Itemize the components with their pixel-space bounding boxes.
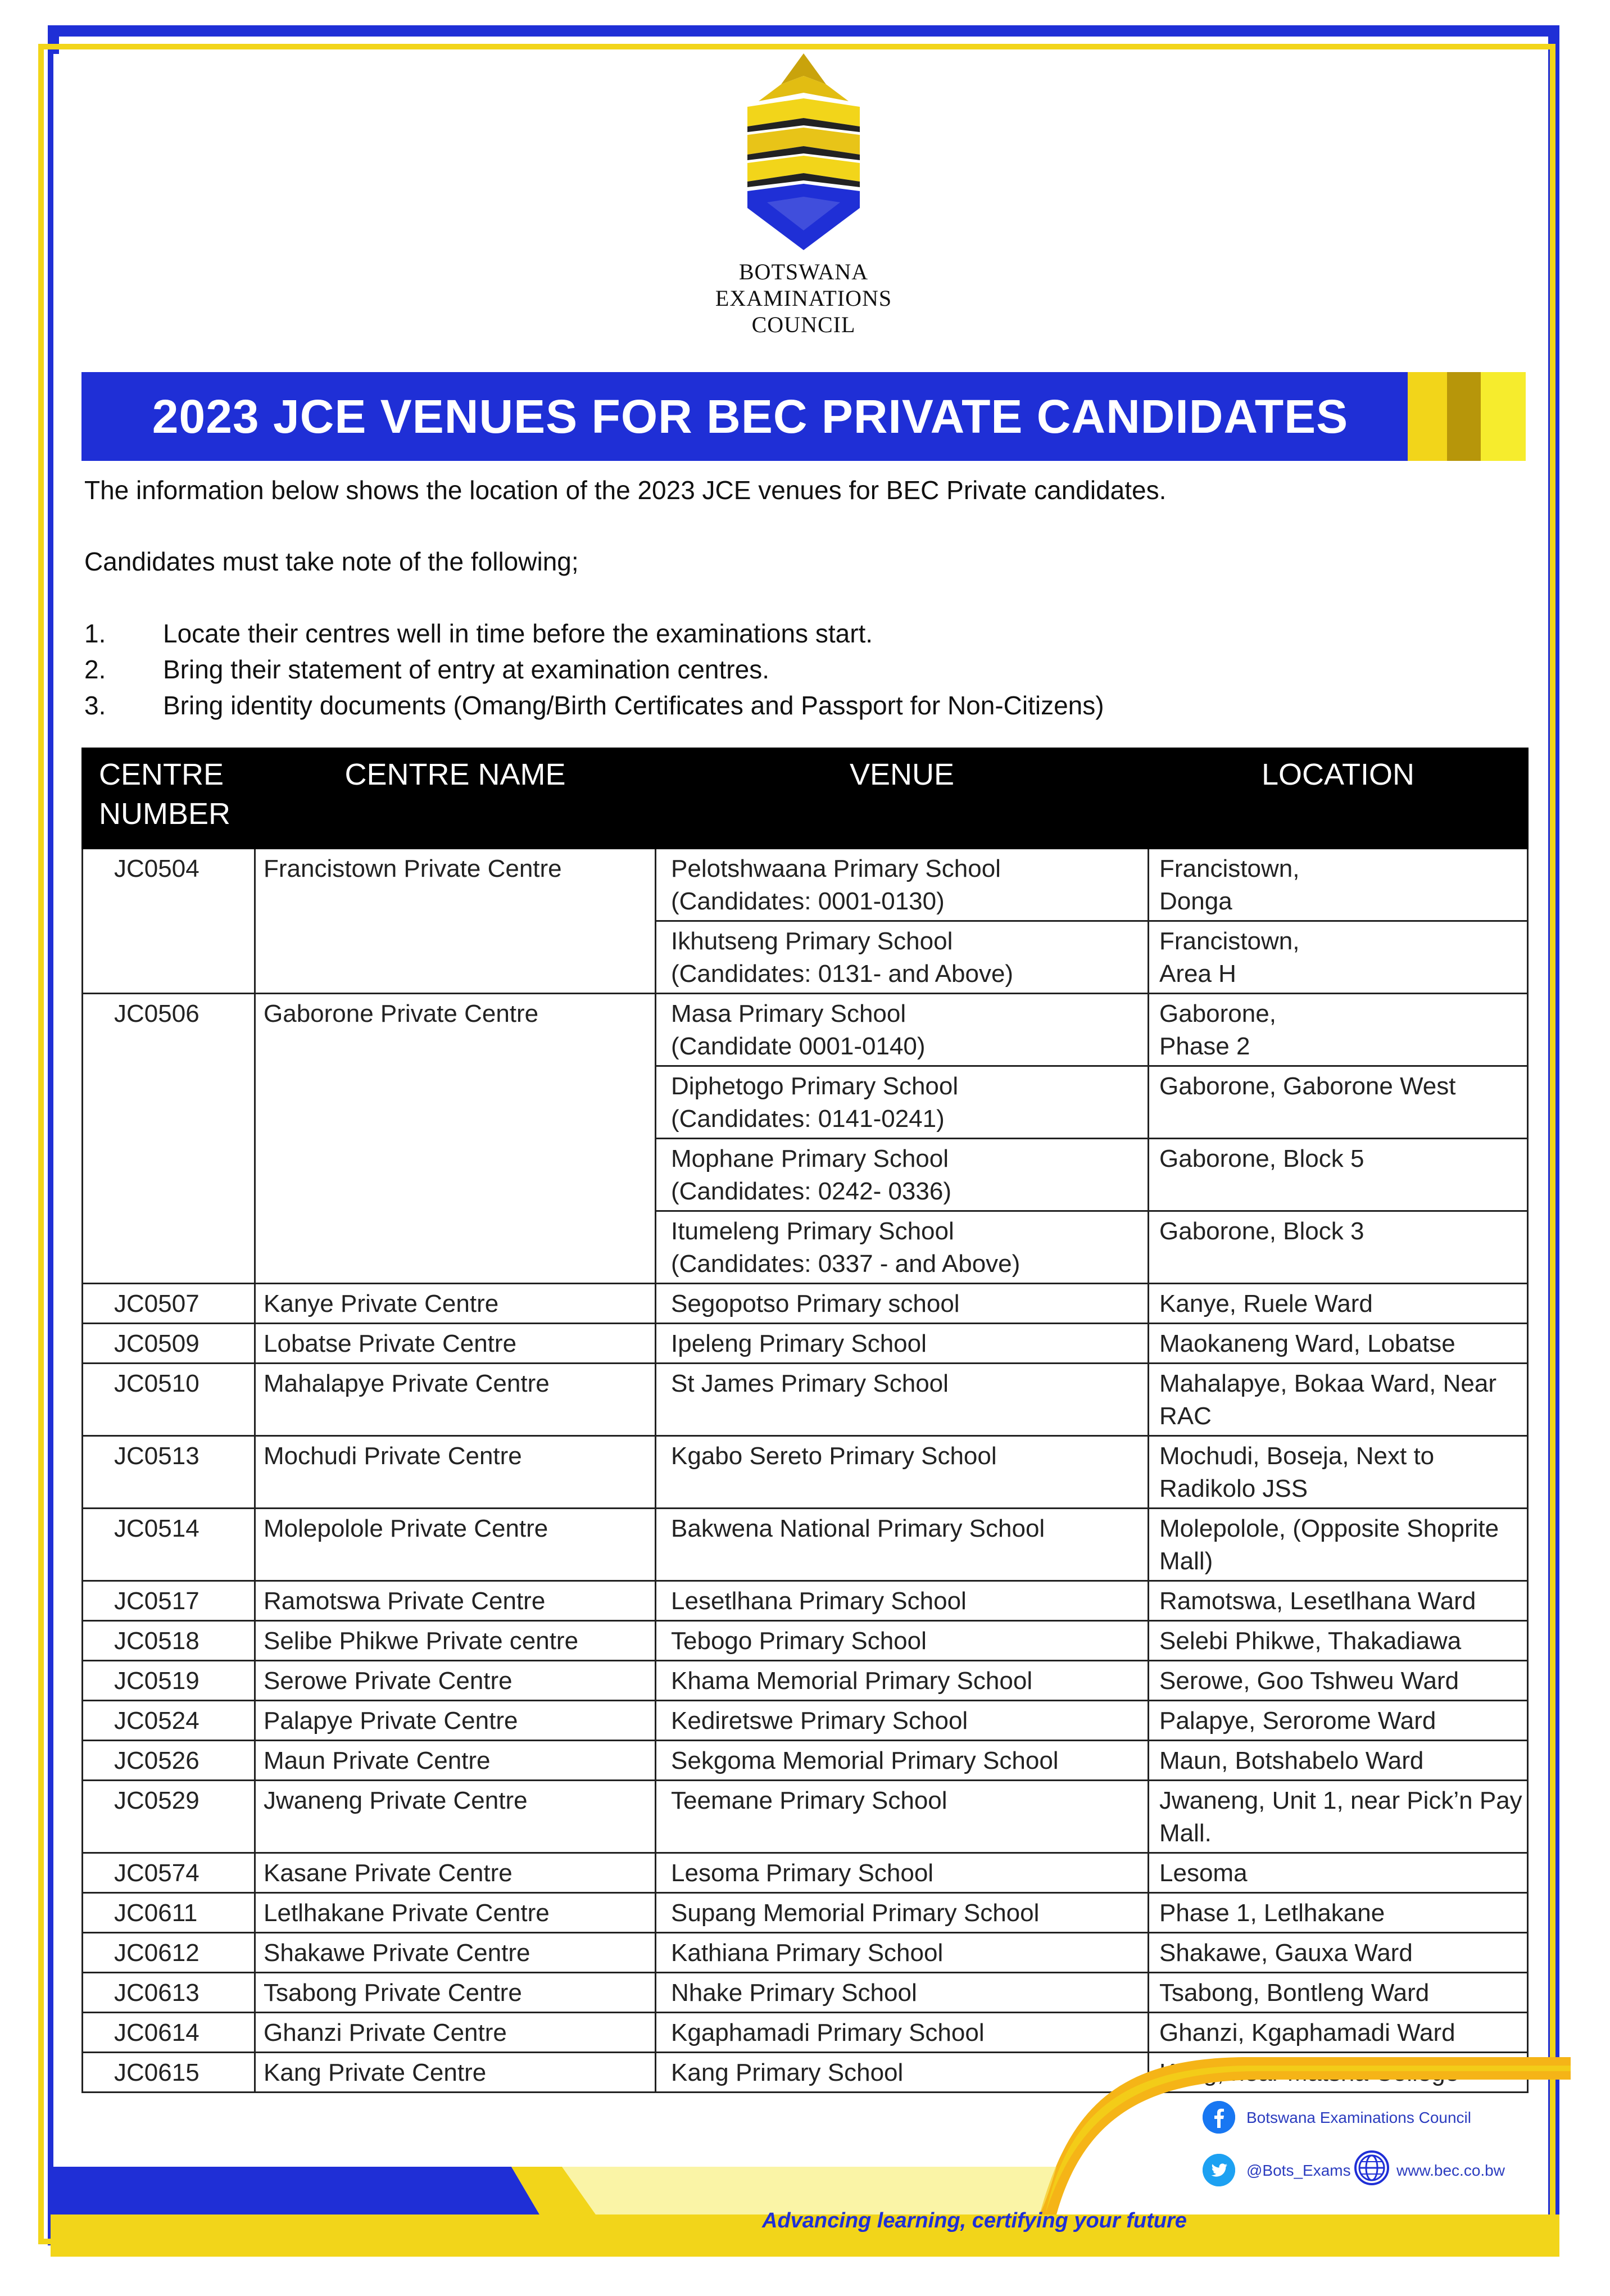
table-row [83, 1781, 1528, 1853]
location-cell [1149, 1581, 1528, 1621]
venue-line: Khama Memorial Primary School [671, 1667, 1033, 1695]
centre-name-cell: Jwaneng Private Centre [255, 1781, 656, 1853]
location-line: Gaborone, Block 3 [1159, 1217, 1364, 1245]
table-row [83, 1581, 1528, 1621]
location-line: Radikolo JSS [1159, 1475, 1308, 1502]
organization-name [674, 259, 933, 338]
requirement-text: Bring identity documents (Omang/Birth Certificates and Passport for Non-Citizens) [163, 691, 1104, 720]
centre-name-cell: Francistown Private Centre [255, 849, 656, 994]
location-cell [1149, 1781, 1528, 1853]
table-row [83, 1933, 1528, 1973]
venue-cell [656, 1211, 1149, 1284]
location-cell [1149, 1139, 1528, 1211]
venue-line: Masa Primary School [671, 1000, 906, 1027]
venue-cell [656, 1973, 1149, 2013]
table-row [83, 1621, 1528, 1661]
centre-name-cell: Kanye Private Centre [255, 1284, 656, 1324]
centre-number-cell: JC0513 [83, 1436, 255, 1509]
venue-cell [656, 921, 1149, 994]
location-cell [1149, 1284, 1528, 1324]
location-line: Selebi Phikwe, Thakadiawa [1159, 1627, 1462, 1655]
centre-name-cell: Kang Private Centre [255, 2053, 656, 2093]
table-row [83, 1853, 1528, 1893]
bec-logo-icon [728, 53, 879, 250]
location-cell [1149, 994, 1528, 1066]
centre-number-cell: JC0514 [83, 1509, 255, 1581]
location-cell [1149, 1436, 1528, 1509]
location-line: Ghanzi, Kgaphamadi Ward [1159, 2019, 1455, 2046]
venue-line: (Candidates: 0141-0241) [671, 1105, 945, 1133]
location-line: Gaborone, Block 5 [1159, 1145, 1364, 1172]
requirement-number: 3. [84, 691, 106, 720]
header-centre-number [83, 749, 255, 849]
venue-cell [656, 1581, 1149, 1621]
venue-line: Diphetogo Primary School [671, 1072, 959, 1100]
centre-number-cell: JC0613 [83, 1973, 255, 2013]
intro-text: The information below shows the location of the 2023 JCE venues for BEC Private candidates. [84, 475, 1167, 505]
venue-cell [656, 1893, 1149, 1933]
centre-number-cell: JC0506 [83, 994, 255, 1284]
location-line: Serowe, Goo Tshweu Ward [1159, 1667, 1459, 1695]
location-line: Donga [1159, 887, 1232, 915]
venue-cell [656, 1066, 1149, 1139]
location-cell [1149, 1621, 1528, 1661]
venue-line: (Candidates: 0337 - and Above) [671, 1250, 1021, 1278]
location-cell [1149, 921, 1528, 994]
organization-name-line: BOTSWANA [738, 259, 869, 284]
facebook-icon[interactable] [1203, 2101, 1235, 2134]
centre-name-cell: Serowe Private Centre [255, 1661, 656, 1701]
location-line: Area H [1159, 960, 1236, 988]
venue-line: Mophane Primary School [671, 1145, 949, 1172]
venue-line: Segopotso Primary school [671, 1290, 960, 1317]
venue-cell [656, 1741, 1149, 1781]
location-cell [1149, 1211, 1528, 1284]
venue-cell [656, 1701, 1149, 1741]
twitter-icon[interactable] [1203, 2154, 1235, 2186]
centre-number-cell: JC0504 [83, 849, 255, 994]
location-cell [1149, 1701, 1528, 1741]
header-centre-name: CENTRE NAME [255, 749, 656, 849]
table-header-row [83, 749, 1528, 849]
venue-line: Tebogo Primary School [671, 1627, 927, 1655]
centre-name-cell: Palapye Private Centre [255, 1701, 656, 1741]
centre-number-cell: JC0517 [83, 1581, 255, 1621]
tagline: Advancing learning, certifying your future [762, 2209, 1187, 2232]
venue-cell [656, 1853, 1149, 1893]
table-row [83, 1661, 1528, 1701]
venue-cell [656, 1436, 1149, 1509]
centre-number-cell: JC0518 [83, 1621, 255, 1661]
venue-line: (Candidates: 0242- 0336) [671, 1178, 951, 1205]
location-cell [1149, 1893, 1528, 1933]
location-cell [1149, 1509, 1528, 1581]
banner-stripe [1447, 372, 1481, 461]
globe-icon[interactable] [1354, 2150, 1389, 2185]
location-line: Mall) [1159, 1547, 1213, 1575]
banner-stripe [1481, 372, 1526, 461]
venue-line: Sekgoma Memorial Primary School [671, 1747, 1059, 1774]
centre-number-cell: JC0615 [83, 2053, 255, 2093]
venue-cell [656, 1781, 1149, 1853]
centre-number-cell: JC0574 [83, 1853, 255, 1893]
facebook-label[interactable]: Botswana Examinations Council [1246, 2109, 1471, 2126]
table-row [83, 1509, 1528, 1581]
website-label[interactable]: www.bec.co.bw [1396, 2162, 1505, 2179]
venue-cell [656, 1139, 1149, 1211]
table-row [83, 1973, 1528, 2013]
venue-cell [656, 1284, 1149, 1324]
intro-note: Candidates must take note of the following; [84, 547, 579, 576]
venue-line: (Candidates: 0001-0130) [671, 887, 945, 915]
location-cell [1149, 849, 1528, 921]
table-row [83, 1741, 1528, 1781]
location-cell [1149, 1324, 1528, 1364]
page-title: 2023 JCE VENUES FOR BEC PRIVATE CANDIDATES [152, 390, 1349, 443]
location-line: Ramotswa, Lesetlhana Ward [1159, 1587, 1476, 1615]
centre-name-cell: Letlhakane Private Centre [255, 1893, 656, 1933]
location-line: Maokaneng Ward, Lobatse [1159, 1330, 1455, 1357]
venue-line: Nhake Primary School [671, 1979, 917, 2007]
header-text: NUMBER [99, 797, 231, 831]
location-line: Francistown, [1159, 927, 1300, 955]
centre-number-cell: JC0509 [83, 1324, 255, 1364]
location-line: Mall. [1159, 1819, 1212, 1847]
centre-number-cell: JC0614 [83, 2013, 255, 2053]
venue-cell [656, 1509, 1149, 1581]
centre-name-cell: Kasane Private Centre [255, 1853, 656, 1893]
venue-cell [656, 1661, 1149, 1701]
venue-cell [656, 1621, 1149, 1661]
location-line: Phase 1, Letlhakane [1159, 1899, 1385, 1927]
centre-name-cell: Shakawe Private Centre [255, 1933, 656, 1973]
venue-cell [656, 1933, 1149, 1973]
location-cell [1149, 1364, 1528, 1436]
location-line: Shakawe, Gauxa Ward [1159, 1939, 1413, 1967]
table-row [83, 1364, 1528, 1436]
location-line: Phase 2 [1159, 1032, 1250, 1060]
centre-number-cell: JC0529 [83, 1781, 255, 1853]
centre-name-cell: Lobatse Private Centre [255, 1324, 656, 1364]
location-line: Molepolole, (Opposite Shoprite [1159, 1515, 1499, 1542]
location-cell [1149, 1066, 1528, 1139]
location-line: Jwaneng, Unit 1, near Pick’n Pay [1159, 1787, 1522, 1814]
venue-line: Teemane Primary School [671, 1787, 947, 1814]
centre-number-cell: JC0526 [83, 1741, 255, 1781]
venue-line: Kgaphamadi Primary School [671, 2019, 985, 2046]
centre-name-cell: Gaborone Private Centre [255, 994, 656, 1284]
location-line: Francistown, [1159, 855, 1300, 882]
venue-line: Kediretswe Primary School [671, 1707, 968, 1735]
table-body [83, 849, 1528, 2093]
centre-name-cell: Ghanzi Private Centre [255, 2013, 656, 2053]
venue-line: Ikhutseng Primary School [671, 927, 953, 955]
venue-line: St James Primary School [671, 1370, 949, 1397]
location-line: Gaborone, Gaborone West [1159, 1072, 1456, 1100]
centre-number-cell: JC0524 [83, 1701, 255, 1741]
venue-line: Kathiana Primary School [671, 1939, 944, 1967]
venue-cell [656, 994, 1149, 1066]
twitter-label[interactable]: @Bots_Exams [1246, 2162, 1351, 2179]
venue-line: Kgabo Sereto Primary School [671, 1442, 997, 1470]
location-cell [1149, 1741, 1528, 1781]
centre-number-cell: JC0519 [83, 1661, 255, 1701]
centre-number-cell: JC0510 [83, 1364, 255, 1436]
header-venue: VENUE [656, 749, 1149, 849]
requirement-text: Bring their statement of entry at examination centres. [163, 655, 769, 684]
location-line: Mochudi, Boseja, Next to [1159, 1442, 1435, 1470]
table-row [83, 849, 1528, 921]
location-line: Gaborone, [1159, 1000, 1276, 1027]
centre-name-cell: Maun Private Centre [255, 1741, 656, 1781]
venue-line: Lesoma Primary School [671, 1859, 934, 1887]
venue-cell [656, 1324, 1149, 1364]
location-line: Lesoma [1159, 1859, 1248, 1887]
venues-table [81, 748, 1529, 2093]
centre-name-cell: Selibe Phikwe Private centre [255, 1621, 656, 1661]
table-row [83, 1436, 1528, 1509]
venue-line: Lesetlhana Primary School [671, 1587, 967, 1615]
organization-name-line: EXAMINATIONS [715, 286, 892, 311]
location-line: Maun, Botshabelo Ward [1159, 1747, 1424, 1774]
requirement-text: Locate their centres well in time before the examinations start. [163, 619, 873, 648]
location-cell [1149, 1933, 1528, 1973]
location-line: RAC [1159, 1402, 1212, 1430]
centre-name-cell: Mochudi Private Centre [255, 1436, 656, 1509]
centre-number-cell: JC0611 [83, 1893, 255, 1933]
venue-line: Itumeleng Primary School [671, 1217, 954, 1245]
header-location: LOCATION [1149, 749, 1528, 849]
location-line: Kanye, Ruele Ward [1159, 1290, 1373, 1317]
location-line: Mahalapye, Bokaa Ward, Near [1159, 1370, 1496, 1397]
venue-line: Ipeleng Primary School [671, 1330, 927, 1357]
requirement-number: 2. [84, 655, 106, 684]
centre-number-cell: JC0612 [83, 1933, 255, 1973]
venue-cell [656, 1364, 1149, 1436]
venue-cell [656, 849, 1149, 921]
venue-line: (Candidates: 0131- and Above) [671, 960, 1014, 988]
table-row [83, 1284, 1528, 1324]
table-row [83, 1324, 1528, 1364]
requirement-number: 1. [84, 619, 106, 648]
centre-name-cell: Molepolole Private Centre [255, 1509, 656, 1581]
centre-name-cell: Tsabong Private Centre [255, 1973, 656, 2013]
venue-line: (Candidate 0001-0140) [671, 1032, 926, 1060]
location-cell [1149, 1661, 1528, 1701]
organization-name-line: COUNCIL [751, 312, 856, 337]
location-line: Tsabong, Bontleng Ward [1159, 1979, 1430, 2007]
table-row [83, 1701, 1528, 1741]
centre-name-cell: Mahalapye Private Centre [255, 1364, 656, 1436]
venue-line: Bakwena National Primary School [671, 1515, 1045, 1542]
location-line: Palapye, Serorome Ward [1159, 1707, 1436, 1735]
header-text: CENTRE [99, 758, 224, 791]
location-cell [1149, 1853, 1528, 1893]
venue-line: Kang Primary School [671, 2059, 904, 2086]
venue-line: Supang Memorial Primary School [671, 1899, 1040, 1927]
table-row [83, 1893, 1528, 1933]
centre-number-cell: JC0507 [83, 1284, 255, 1324]
location-cell [1149, 1973, 1528, 2013]
centre-name-cell: Ramotswa Private Centre [255, 1581, 656, 1621]
venue-line: Pelotshwaana Primary School [671, 855, 1001, 882]
table-row [83, 994, 1528, 1066]
